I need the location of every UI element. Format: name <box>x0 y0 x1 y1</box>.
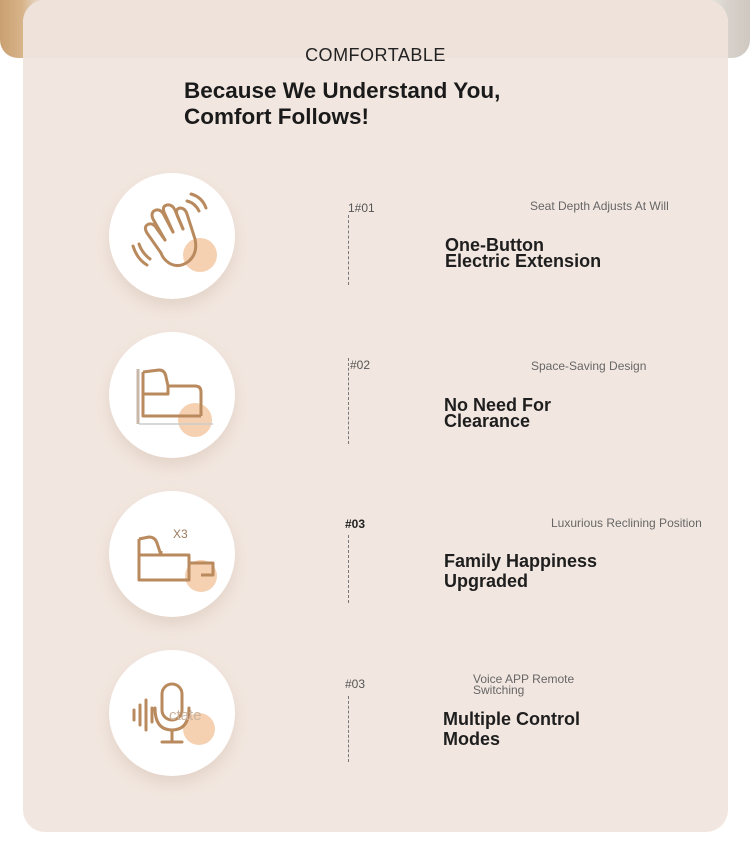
feature-number: #02 <box>350 358 371 372</box>
dashed-divider <box>348 215 349 285</box>
feature-icon-circle <box>109 491 235 617</box>
feature-icon-circle <box>109 173 235 299</box>
recliner-icon <box>109 491 235 617</box>
feature-item <box>23 491 728 631</box>
feature-title: No Need For Clearance <box>444 395 552 431</box>
feature-title: Multiple Control Modes <box>443 709 580 749</box>
feature-title: Family Happiness Upgraded <box>444 551 598 591</box>
dashed-divider <box>348 358 349 444</box>
waving-hand-icon <box>109 173 235 299</box>
feature-subtitle: Space-Saving Design <box>531 359 647 373</box>
icon-label: ctate <box>169 707 202 724</box>
headline-line-2: Comfort Follows! <box>184 104 369 129</box>
dashed-divider <box>348 535 349 603</box>
feature-subtitle: Voice APP Remote Switching <box>473 672 575 697</box>
feature-card <box>23 0 728 832</box>
headline-line-1: Because We Understand You, <box>184 78 501 103</box>
section-headline <box>184 78 500 130</box>
feature-number: #03 <box>345 517 366 531</box>
feature-icon-circle <box>109 332 235 458</box>
feature-item <box>23 332 728 472</box>
feature-title: One-Button Electric Extension <box>445 235 602 271</box>
feature-subtitle: Seat Depth Adjusts At Will <box>530 199 669 213</box>
feature-subtitle: Luxurious Reclining Position <box>551 516 702 530</box>
feature-number: #03 <box>345 677 366 691</box>
icon-label: X3 <box>173 527 188 541</box>
feature-number: 1#01 <box>348 201 375 215</box>
sofa-wall-icon <box>109 332 235 458</box>
section-eyebrow: COMFORTABLE <box>305 45 446 65</box>
feature-item <box>23 173 728 313</box>
feature-icon-circle <box>109 650 235 776</box>
dashed-divider <box>348 696 349 762</box>
feature-item <box>23 650 728 790</box>
